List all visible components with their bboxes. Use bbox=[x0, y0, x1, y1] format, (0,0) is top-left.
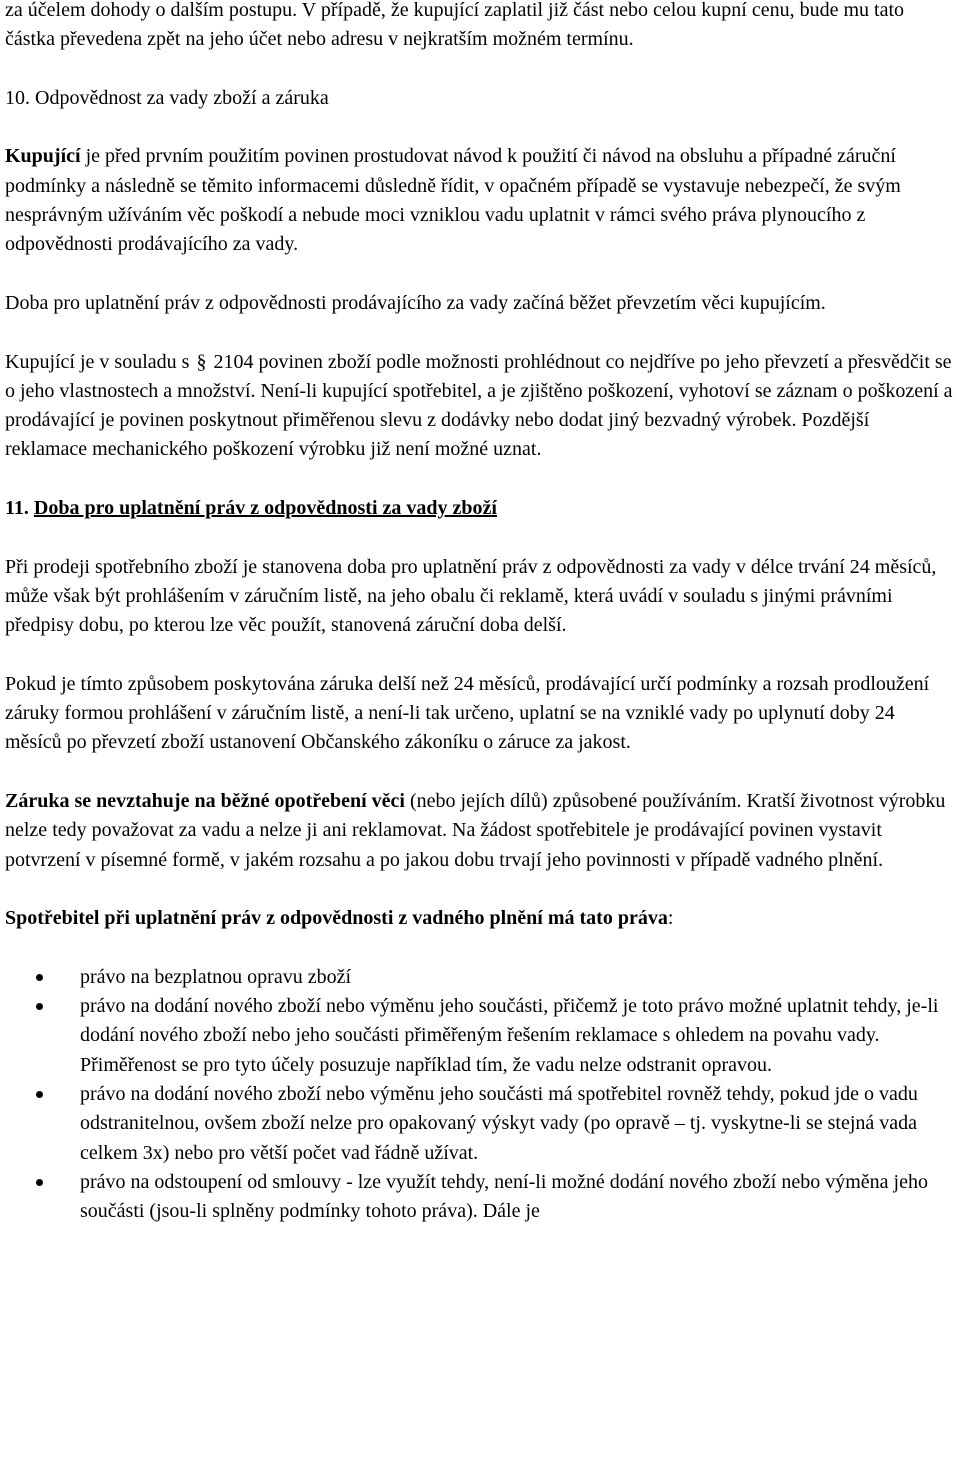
section-10-heading: 10. Odpovědnost za vady zboží a záruka bbox=[5, 86, 329, 109]
consumer-rights-list bbox=[5, 963, 956, 1227]
section-11-paragraph-2: Pokud je tímto způsobem poskytována záruka delší než 24 měsíců, prodávající určí podmínky a rozsah prodloužení záruky formou prohlášení v záručním listě, a není-li tak určeno, uplatní se na vzniklé vady po uplynutí doby 24 měsíců po převzetí zboží ustanovení Občanského zákoníku o záruce za jakost. bbox=[5, 672, 930, 754]
section-11-paragraph-3-text: (nebo jejích dílů) způsobené používáním. Kratší životnost výrobku nelze tedy považovat za vadu a nelze ji ani reklamovat. Na žádost spotřebitele je prodávající povinen vystavit potvrzení v písemné formě, v jakém rozsahu a po jakou dobu trvají jeho povinnosti v případě vadného plnění. bbox=[5, 790, 946, 871]
consumer-rights-heading-text: Spotřebitel při uplatnění práv z odpovědnosti z vadného plnění má tato práva bbox=[5, 907, 668, 930]
section-11-paragraph-3 bbox=[5, 787, 956, 875]
list-item bbox=[5, 963, 956, 992]
bullet-icon bbox=[36, 1091, 43, 1098]
list-item bbox=[5, 1168, 956, 1227]
section-11-heading-number: 11. bbox=[5, 497, 29, 520]
list-item bbox=[5, 992, 956, 1080]
list-item-text: právo na dodání nového zboží nebo výměnu jeho součásti, přičemž je toto právo možné uplatnit tehdy, je-li dodání nového zboží nebo jeho součásti přiměřeným řešením reklamace s ohledem na povahu vady. Přiměřenost se pro tyto účely posuzuje například tím, že vadu nelze odstranit opravou. bbox=[80, 995, 939, 1076]
consumer-rights-heading-colon: : bbox=[667, 907, 674, 930]
list-item bbox=[5, 1080, 956, 1168]
section-11-heading-text: Doba pro uplatnění práv z odpovědnosti za vady zboží bbox=[33, 497, 497, 520]
bullet-icon bbox=[36, 974, 43, 981]
intro-paragraph: za účelem dohody o dalším postupu. V případě, že kupující zaplatil již část nebo celou kupní cenu, bude mu tato částka převedena zpět na jeho účet nebo adresu v nejkratším možném termínu. bbox=[5, 0, 905, 51]
bullet-icon bbox=[36, 1179, 43, 1186]
section-10-paragraph-1-text: je před prvním použitím povinen prostudovat návod k použití či návod na obsluhu a případné záruční podmínky a následně se těmito informacemi důsledně řídit, v opačném případě se vystavuje nebezpečí, že svým nesprávným užíváním věc poškodí a nebude moci vzniklou vadu uplatnit v rámci svého práva plynoucího z odpovědnosti prodávajícího za vady. bbox=[5, 145, 901, 256]
section-10-paragraph-3-start: Kupující je v souladu s bbox=[5, 350, 195, 373]
consumer-rights-heading bbox=[5, 904, 956, 933]
section-10-paragraph-3-rest: 2104 povinen zboží podle možnosti prohlédnout co nejdříve po jeho převzetí a přesvědčit se o jeho vlastnostech a množství. Není-li kupující spotřebitel, a je zjištěno poškození, vyhotoví se záznam o poškození a prodávající je povinen poskytnout přiměřenou slevu z dodávky nebo dodat jiný bezvadný výrobek. Pozdější reklamace mechanického poškození výrobku již není možné uznat. bbox=[5, 350, 953, 461]
list-item-text: právo na odstoupení od smlouvy - lze využít tehdy, není-li možné dodání nového zboží nebo výměna jeho součásti (jsou-li splněny podmínky tohoto práva). Dále je bbox=[80, 1170, 928, 1223]
section-11-paragraph-1: Při prodeji spotřebního zboží je stanovena doba pro uplatnění práv z odpovědnosti za vady v délce trvání 24 měsíců, může však být prohlášením v záručním listě, na jeho obalu či reklamě, která uvádí v souladu s jinými právními předpisy dobu, po kterou lze věc použít, stanovená záruční doba delší. bbox=[5, 555, 937, 637]
section-10-paragraph-3 bbox=[5, 348, 956, 465]
list-item-text: právo na dodání nového zboží nebo výměnu jeho součásti má spotřebitel rovněž tehdy, pokud jde o vadu odstranitelnou, ovšem zboží nelze pro opakovaný výskyt vady (po opravě – tj. vyskytne-li se stejná vada celkem 3x) nebo pro větší počet vad řádně užívat. bbox=[80, 1082, 918, 1164]
list-item-text: právo na bezplatnou opravu zboží bbox=[80, 965, 352, 988]
warranty-exclusion-bold: Záruka se nevztahuje na běžné opotřebení věci bbox=[5, 790, 405, 813]
section-11-heading bbox=[5, 494, 956, 523]
section-10-paragraph-2: Doba pro uplatnění práv z odpovědnosti prodávajícího za vady začíná běžet převzetím věci kupujícím. bbox=[5, 291, 826, 314]
bullet-icon bbox=[36, 1003, 43, 1010]
section-10-paragraph-1 bbox=[5, 142, 956, 259]
buyer-bold-text: Kupující bbox=[5, 145, 81, 168]
section-sign: § bbox=[196, 350, 207, 373]
document-page bbox=[5, 0, 956, 1226]
